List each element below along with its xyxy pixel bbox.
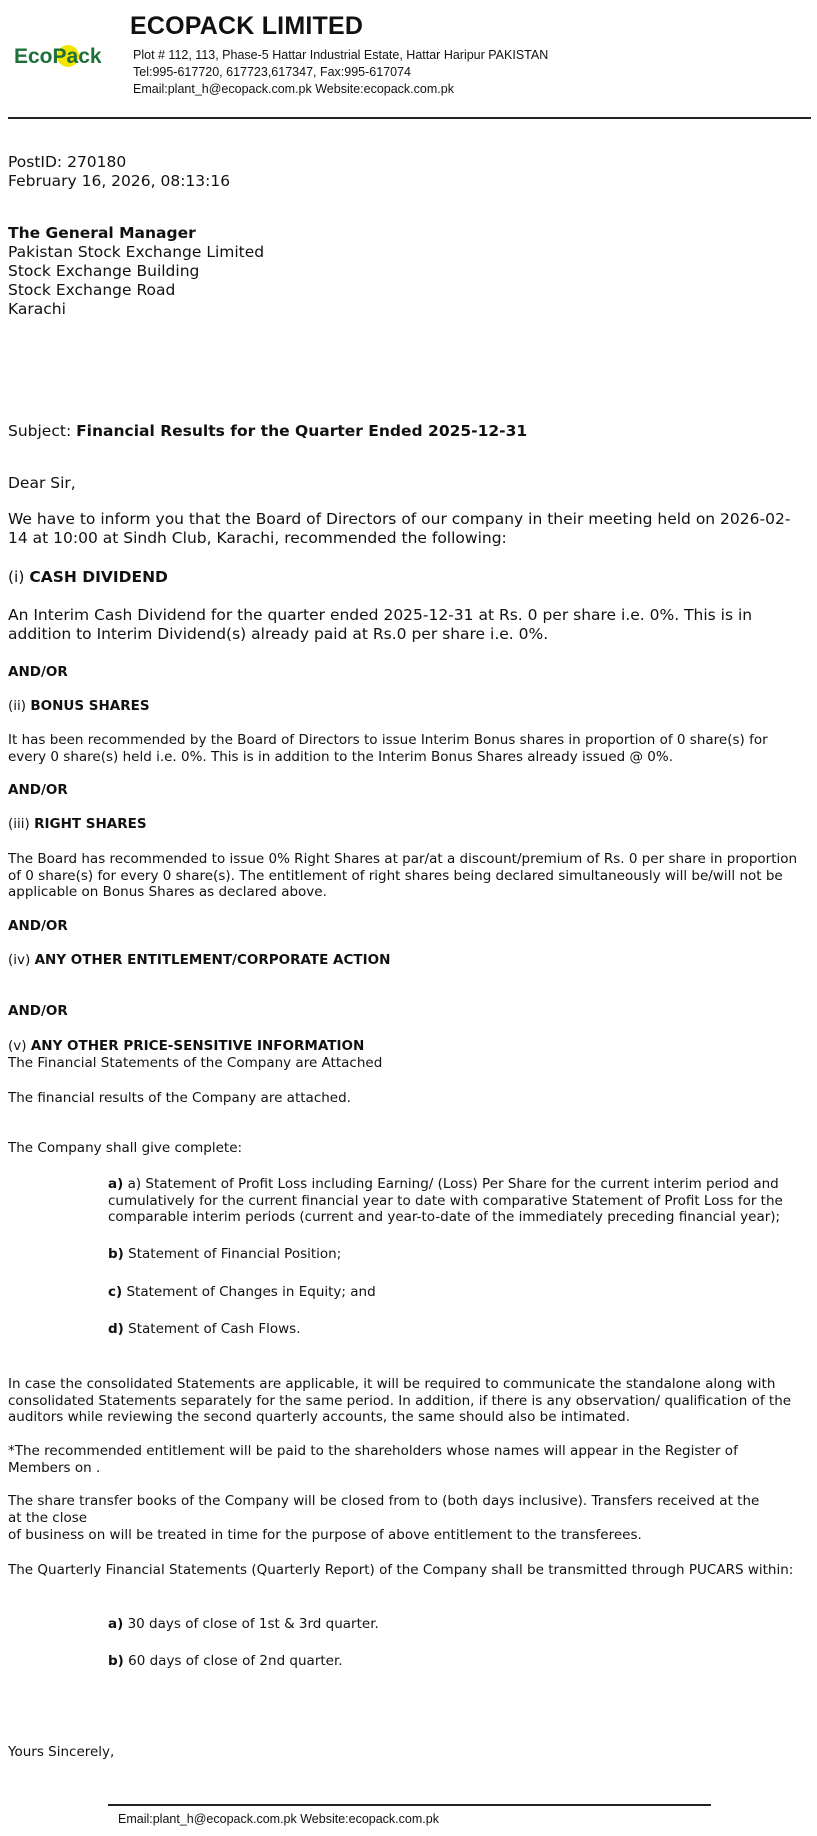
transfer-books-line: at the close — [8, 1510, 88, 1526]
recipient-line: Karachi — [8, 300, 66, 318]
statement-item-b: b) Statement of Financial Position; — [108, 1246, 342, 1262]
price-sensitive-line: The Financial Statements of the Company are Attached — [8, 1055, 383, 1071]
header-divider — [8, 117, 811, 119]
statement-item-c: c) Statement of Changes in Equity; and — [108, 1284, 376, 1300]
price-sensitive-line: The financial results of the Company are attached. — [8, 1090, 351, 1106]
statement-item-a: a) a) Statement of Profit Loss including Earning/ (Loss) Per Share for the current interim period and cumulatively for the current financial year to date with comparative Statement of Profit Loss for the comparable interim periods (current and year-to-date of the immediately preceding financial year); — [108, 1176, 783, 1225]
price-sensitive-heading: (v) ANY OTHER PRICE-SENSITIVE INFORMATION — [8, 1038, 365, 1054]
right-shares-heading: (iii) RIGHT SHARES — [8, 816, 147, 832]
cash-dividend-heading: (i) CASH DIVIDEND — [8, 568, 168, 586]
recipient-title: The General Manager — [8, 224, 196, 242]
consolidated-paragraph: In case the consolidated Statements are applicable, it will be required to communicate the standalone along with consolidated Statements separately for the same period. In addition, if there is any observation/ qualification of the auditors while reviewing the second quarterly accounts, the same should also be intimated. — [8, 1376, 792, 1425]
right-shares-text: The Board has recommended to issue 0% Right Shares at par/at a discount/premium of Rs. 0 per share in proportion of 0 share(s) for every 0 share(s). The entitlement of right shares being declared simultaneously will be/will not be applicable on Bonus Shares as declared above. — [8, 851, 798, 900]
other-entitlement-heading: (iv) ANY OTHER ENTITLEMENT/CORPORATE ACTION — [8, 952, 391, 968]
company-name: ECOPACK LIMITED — [130, 12, 364, 40]
recipient-line: Stock Exchange Road — [8, 281, 176, 299]
bonus-text: It has been recommended by the Board of Directors to issue Interim Bonus shares in proportion of 0 share(s) for every 0 share(s) held i.e. 0%. This is in addition to the Interim Bonus Shares already issued @ 0%. — [8, 732, 768, 765]
footer-contact: Email:plant_h@ecopack.com.pk Website:ecopack.com.pk — [118, 1812, 439, 1826]
andor-label: AND/OR — [8, 782, 68, 798]
statement-item-d: d) Statement of Cash Flows. — [108, 1321, 301, 1337]
bonus-heading: (ii) BONUS SHARES — [8, 698, 150, 714]
company-address: Plot # 112, 113, Phase-5 Hattar Industrial Estate, Hattar Haripur PAKISTAN — [133, 48, 549, 62]
logo-text: EcoPack — [14, 45, 102, 68]
subject-text: Financial Results for the Quarter Ended 2025-12-31 — [76, 422, 528, 440]
company-logo — [12, 40, 108, 72]
andor-label: AND/OR — [8, 664, 68, 680]
recipient-line: Pakistan Stock Exchange Limited — [8, 243, 265, 261]
cash-dividend-text: An Interim Cash Dividend for the quarter ended 2025-12-31 at Rs. 0 per share i.e. 0%. This is in addition to Interim Dividend(s) already paid at Rs.0 per share i.e. 0%. — [8, 606, 753, 643]
entitlement-note: *The recommended entitlement will be paid to the shareholders whose names will appear in the Register of Members on . — [8, 1443, 738, 1476]
andor-label: AND/OR — [8, 918, 68, 934]
footer-divider — [108, 1804, 711, 1806]
salutation: Dear Sir, — [8, 474, 76, 492]
subject — [8, 422, 527, 440]
recipient-line: Stock Exchange Building — [8, 262, 200, 280]
intro-paragraph: We have to inform you that the Board of Directors of our company in their meeting held on 2026-02-14 at 10:00 at Sindh Club, Karachi, recommended the following: — [8, 510, 791, 547]
transfer-books-line: of business on will be treated in time for the purpose of above entitlement to the transferees. — [8, 1527, 642, 1543]
give-complete-text: The Company shall give complete: — [8, 1140, 243, 1156]
andor-label: AND/OR — [8, 1003, 68, 1019]
company-phone-fax: Tel:995-617720, 617723,617347, Fax:995-617074 — [133, 65, 412, 79]
transfer-books-line: The share transfer books of the Company will be closed from to (both days inclusive). Transfers received at the — [8, 1493, 760, 1509]
pucars-paragraph: The Quarterly Financial Statements (Quarterly Report) of the Company shall be transmitted through PUCARS within: — [8, 1562, 794, 1578]
post-id: PostID: 270180 — [8, 153, 127, 171]
deadline-item-b: b) 60 days of close of 2nd quarter. — [108, 1653, 343, 1669]
deadline-item-a: a) 30 days of close of 1st & 3rd quarter. — [108, 1616, 379, 1632]
company-email-web: Email:plant_h@ecopack.com.pk Website:ecopack.com.pk — [133, 82, 454, 96]
closing: Yours Sincerely, — [8, 1744, 115, 1760]
post-date: February 16, 2026, 08:13:16 — [8, 172, 231, 190]
subject-label: Subject: — [8, 422, 77, 440]
